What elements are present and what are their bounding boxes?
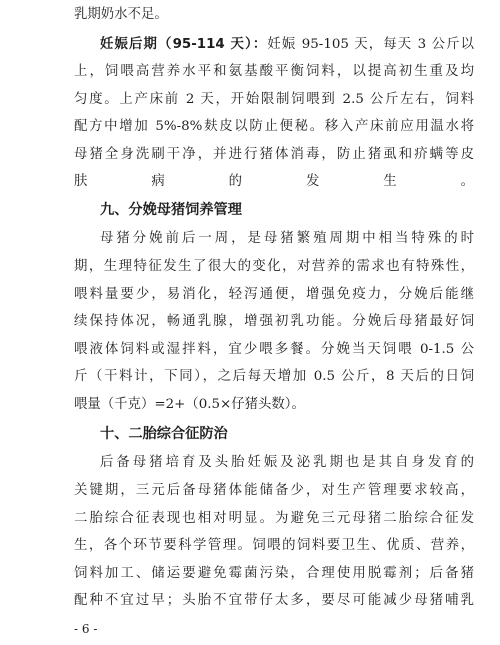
text-line: 上，饲喂高营养水平和氨基酸平衡饲料，以提高初生重及均 <box>74 64 474 79</box>
text-line: 斤（干料计，下同），之后每天增加 0.5 公斤，8 天后的日饲 <box>74 369 474 384</box>
text-line: 肤病的发生。 <box>74 174 474 189</box>
text-line: 匀度。上产床前 2 天，开始限制饲喂到 2.5 公斤左右，饲料 <box>74 92 474 107</box>
text-line: 二胎综合征表现也相对明显。为避免三元母猪二胎综合征发 <box>74 511 474 526</box>
text-line: 母猪分娩前后一周，是母猪繁殖周期中相当特殊的时 <box>100 231 474 246</box>
text-line: 配方中增加 5%-8%麸皮以防止便秘。移入产床前应用温水将 <box>74 119 474 134</box>
paragraph-lead: 妊娠后期（95-114 天）： <box>100 37 268 52</box>
text-line: 期，生理特征发生了很大的变化，对营养的需求也有特殊性， <box>74 259 474 274</box>
text-line: 续保持体况，畅通乳腺，增强初乳功能。分娩后母猪最好饲 <box>74 314 474 329</box>
text-line: 配种不宜过早；头胎不宜带仔太多，要尽可能减少母猪哺乳 <box>74 593 474 608</box>
section-heading-9: 九、分娩母猪饲养管理 <box>100 202 242 218</box>
text-line: 饲料加工、储运要避免霉菌污染，合理使用脱霉剂；后备猪 <box>74 566 474 581</box>
text-line: 喂料量要少，易消化，轻泻通便，增强免疫力，分娩后能继 <box>74 287 474 302</box>
page-number: - 6 - <box>74 622 98 636</box>
text-span: 妊娠 95-105 天，每天 3 公斤以 <box>267 37 474 52</box>
text-line: 生，各个环节要科学管理。饲喂的饲料要卫生、优质、营养， <box>74 538 474 553</box>
text-line <box>100 36 474 53</box>
section-heading-10: 十、二胎综合征防治 <box>100 426 228 442</box>
text-line: 喂量（千克）=2+（0.5×仔猪头数）。 <box>74 397 305 412</box>
text-line: 乳期奶水不足。 <box>74 7 168 22</box>
text-line: 喂液体饲料或湿拌料，宜少喂多餐。分娩当天饲喂 0-1.5 公 <box>74 342 474 357</box>
text-line: 后备母猪培育及头胎妊娠及泌乳期也是其自身发育的 <box>100 455 474 470</box>
text-line: 关键期，三元后备母猪体能储备少，对生产管理要求较高， <box>74 483 474 498</box>
text-line: 母猪全身洗刷干净，并进行猪体消毒，防止猪虱和疥螨等皮 <box>74 147 474 162</box>
